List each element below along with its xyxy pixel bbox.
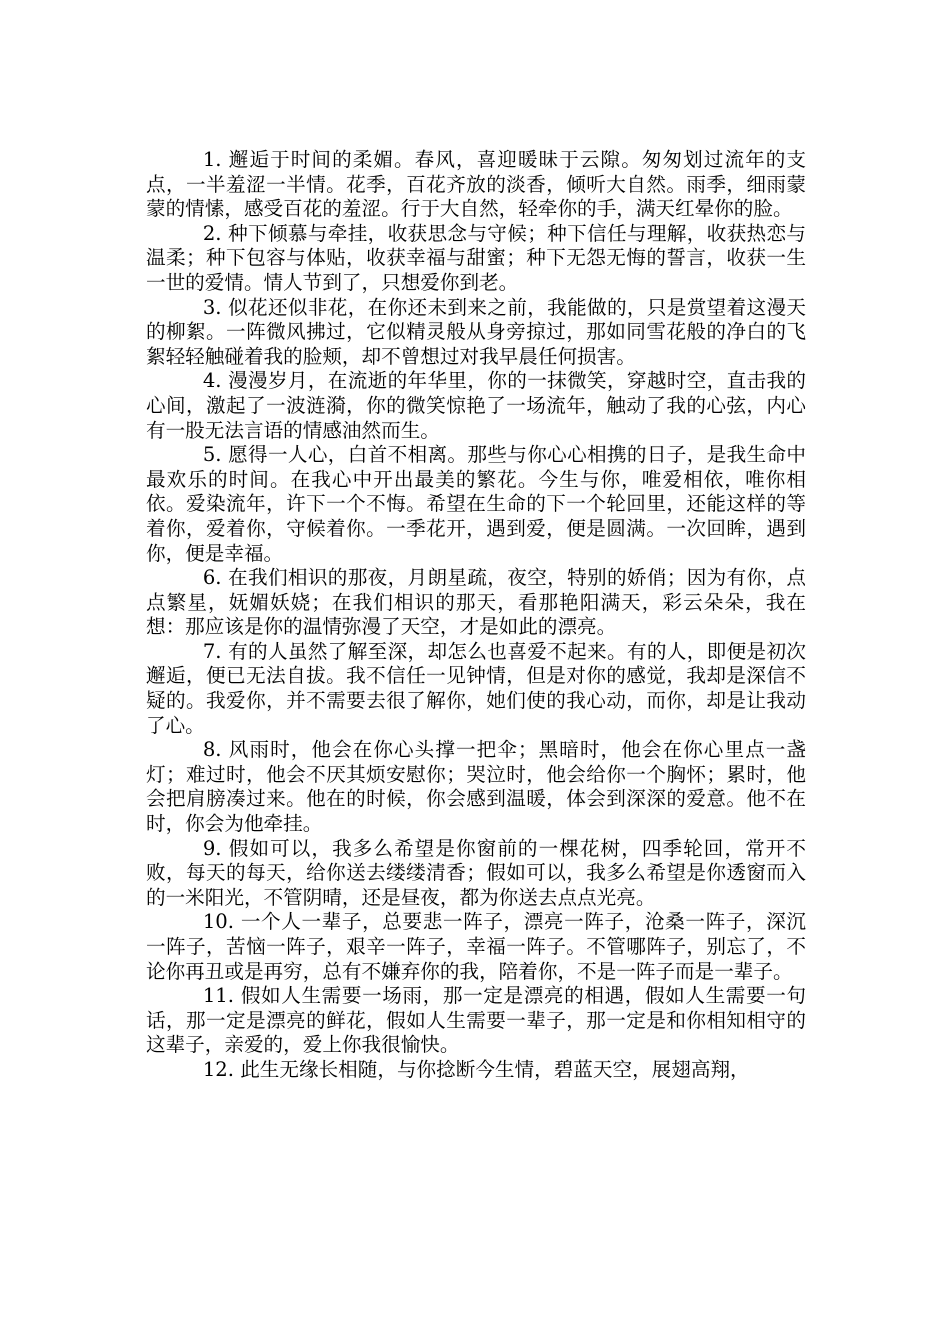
paragraph-11: 11. 假如人生需要一场雨，那一定是漂亮的相遇，假如人生需要一句话，那一定是漂亮的鲜花，假如人生需要一辈子，那一定是和你相知相守的这辈子，亲爱的，爱上你我很愉快。 [146,984,806,1057]
paragraph-8: 8. 风雨时，他会在你心头撑一把伞；黑暗时，他会在你心里点一盏灯；难过时，他会不厌其烦安慰你；哭泣时，他会给你一个胸怀；累时，他会把肩膀凑过来。他在的时候，你会感到温暖，体会到深深的爱意。他不在时，你会为他牵挂。 [146,738,806,836]
paragraph-5: 5. 愿得一人心，白首不相离。那些与你心心相携的日子，是我生命中最欢乐的时间。在我心中开出最美的繁花。今生与你，唯爱相依，唯你相依。爱染流年，许下一个不悔。希望在生命的下一个轮回里，还能这样的等着你，爱着你，守候着你。一季花开，遇到爱，便是圆满。一次回眸，遇到你，便是幸福。 [146,443,806,565]
paragraph-7: 7. 有的人虽然了解至深，却怎么也喜爱不起来。有的人，即便是初次邂逅，便已无法自拔。我不信任一见钟情，但是对你的感觉，我却是深信不疑的。我爱你，并不需要去很了解你，她们使的我心动，而你，却是让我动了心。 [146,639,806,737]
paragraph-10: 10. 一个人一辈子，总要悲一阵子，漂亮一阵子，沧桑一阵子，深沉一阵子，苦恼一阵子，艰辛一阵子，幸福一阵子。不管哪阵子，别忘了，不论你再丑或是再穷，总有不嫌弃你的我，陪着你，不是一阵子而是一辈子。 [146,910,806,983]
paragraph-12: 12. 此生无缘长相随，与你捻断今生情，碧蓝天空，展翅高翔， [202,1057,750,1081]
paragraph-2: 2. 种下倾慕与牵挂，收获思念与守候；种下信任与理解，收获热恋与温柔；种下包容与体贴，收获幸福与甜蜜；种下无怨无悔的誓言，收获一生一世的爱情。情人节到了，只想爱你到老。 [146,221,806,294]
paragraph-9: 9. 假如可以，我多么希望是你窗前的一棵花树，四季轮回，常开不败，每天的每天，给你送去缕缕清香；假如可以，我多么希望是你透窗而入的一米阳光，不管阴晴，还是昼夜，都为你送去点点光亮。 [146,836,806,909]
document-page [146,148,806,1083]
paragraph-4: 4. 漫漫岁月，在流逝的年华里，你的一抹微笑，穿越时空，直击我的心间，激起了一波涟漪，你的微笑惊艳了一场流年，触动了我的心弦，内心有一股无法言语的情感油然而生。 [146,369,806,442]
paragraph-1: 1. 邂逅于时间的柔媚。春风，喜迎暖昧于云隙。匆匆划过流年的支点，一半羞涩一半情。花季，百花齐放的淡香，倾听大自然。雨季，细雨蒙蒙的情愫，感受百花的羞涩。行于大自然，轻牵你的手，满天红晕你的脸。 [146,148,806,221]
paragraph-6: 6. 在我们相识的那夜，月朗星疏，夜空，特别的娇俏；因为有你，点点繁星，妩媚妖娆；在我们相识的那天，看那艳阳满天，彩云朵朵，我在想：那应该是你的温情弥漫了天空，才是如此的漂亮。 [146,566,806,639]
paragraph-3: 3. 似花还似非花，在你还未到来之前，我能做的，只是赏望着这漫天的柳絮。一阵微风拂过，它似精灵般从身旁掠过，那如同雪花般的净白的飞絮轻轻触碰着我的脸颊，却不曾想过对我早晨任何损害。 [146,295,806,368]
